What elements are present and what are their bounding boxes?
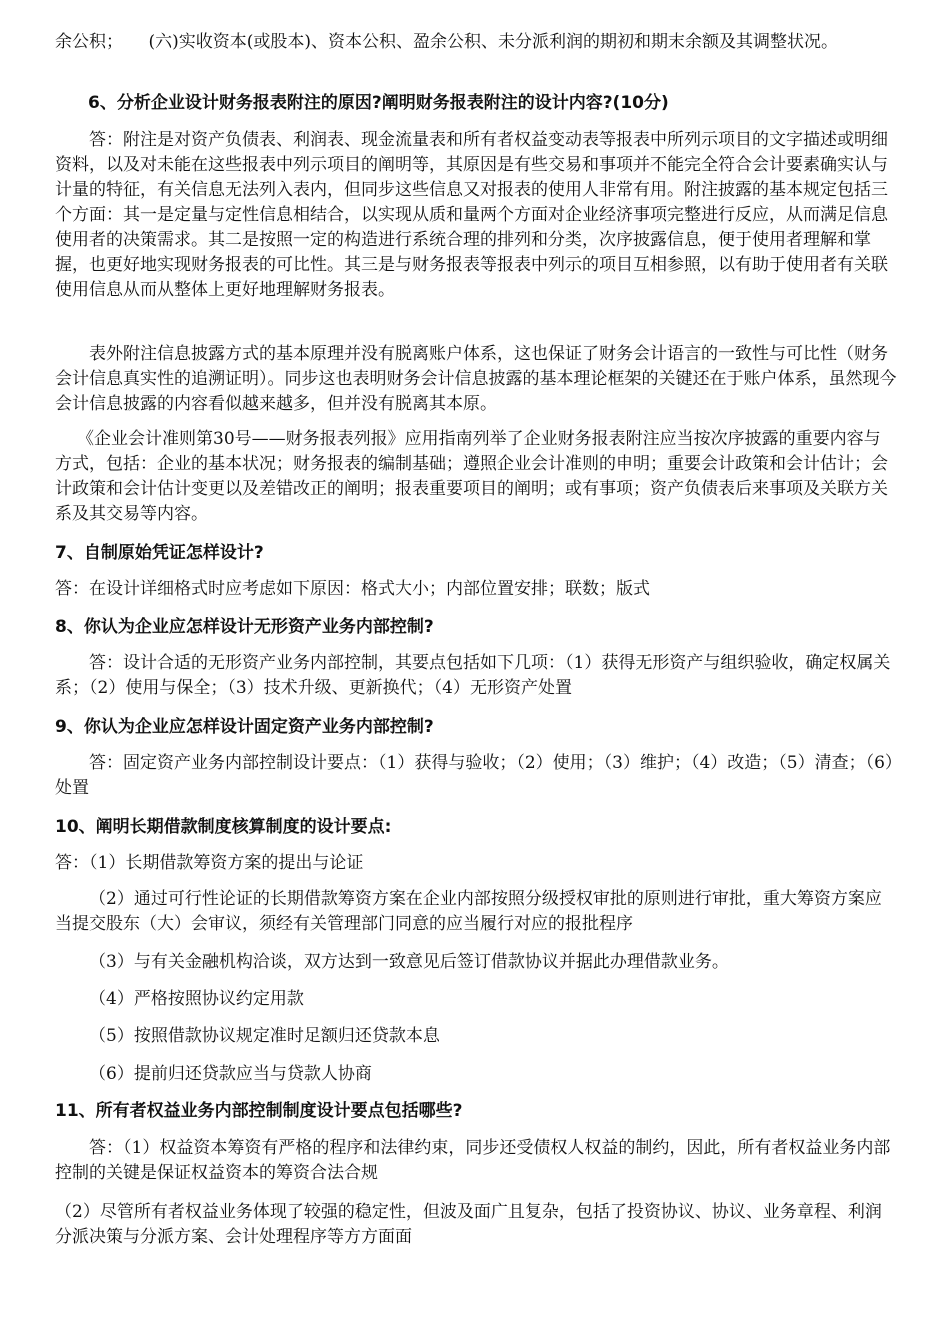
q6-answer-p3: 《企业会计准则第30号——财务报表列报》应用指南列举了企业财务报表附注应当按次序披露的重要内容与方式，包括：企业的基本状况；财务报表的编制基础；遵照企业会计准则的申明；重要会计政策和会计估计；会计政策和会计估计变更以及差错改正的阐明；报表重要项目的阐明；或有事项；资产负债表后来事项及关联方关系及其交易等内容。 xyxy=(55,429,888,524)
q8-title: 8、你认为企业应怎样设计无形资产业务内部控制? xyxy=(55,617,434,637)
q11-title: 11、所有者权益业务内部控制制度设计要点包括哪些? xyxy=(55,1101,463,1121)
q8-answer: 答：设计合适的无形资产业务内部控制，其要点包括如下几项：（1）获得无形资产与组织验收，确定权属关系；（2）使用与保全；（3）技术升级、更新换代；（4）无形资产处置 xyxy=(55,653,891,698)
q6-title: 6、分析企业设计财务报表附注的原因?阐明财务报表附注的设计内容?(10分) xyxy=(88,93,669,113)
q6-answer-p1: 答：附注是对资产负债表、利润表、现金流量表和所有者权益变动表等报表中所列示项目的文字描述或明细资料，以及对未能在这些报表中列示项目的阐明等，其原因是有些交易和事项并不能完全符合会计要素确实认与计量的特征，有关信息无法列入表内，但同步这些信息又对报表的使用人非常有用。附注披露的基本规定包括三个方面：其一是定量与定性信息相结合，以实现从质和量两个方面对企业经济事项完整进行反应，从而满足信息使用者的决策需求。其二是按照一定的构造进行系统合理的排列和分类，次序披露信息，便于使用者理解和掌握，也更好地实现财务报表的可比性。其三是与财务报表等报表中列示的项目互相参照，以有助于使用者有关联使用信息从而从整体上更好地理解财务报表。 xyxy=(55,130,888,300)
q11-answer-2: （2）尽管所有者权益业务体现了较强的稳定性，但波及面广且复杂，包括了投资协议、协议、业务章程、利润分派决策与分派方案、会计处理程序等方方面面 xyxy=(55,1202,882,1247)
q10-answer-4: （4）严格按照协议约定用款 xyxy=(89,989,304,1009)
q10-title: 10、阐明长期借款制度核算制度的设计要点: xyxy=(55,817,392,837)
top-continuation-text: 余公积； (六)实收资本(或股本)、资本公积、盈余公积、未分派利润的期初和期末余额及其调整状况。 xyxy=(55,32,839,52)
q7-answer: 答：在设计详细格式时应考虑如下原因：格式大小；内部位置安排；联数；版式 xyxy=(55,579,650,599)
q10-answer-3: （3）与有关金融机构洽谈，双方达到一致意见后签订借款协议并据此办理借款业务。 xyxy=(89,952,729,972)
q10-answer-2: （2）通过可行性论证的长期借款筹资方案在企业内部按照分级授权审批的原则进行审批，重大筹资方案应当提交股东（大）会审议，须经有关管理部门同意的应当履行对应的报批程序 xyxy=(55,889,882,934)
q6-answer-p2: 表外附注信息披露方式的基本原理并没有脱离账户体系，这也保证了财务会计语言的一致性与可比性（财务会计信息真实性的追溯证明）。同步这也表明财务会计信息披露的基本理论框架的关键还在于账户体系，虽然现今会计信息披露的内容看似越来越多，但并没有脱离其本原。 xyxy=(55,344,897,414)
q10-answer-1: 答：（1）长期借款筹资方案的提出与论证 xyxy=(55,853,364,873)
q11-answer-1: 答：（1）权益资本筹资有严格的程序和法律约束，同步还受债权人权益的制约，因此，所有者权益业务内部控制的关键是保证权益资本的筹资合法合规 xyxy=(55,1138,891,1183)
q10-answer-5: （5）按照借款协议规定准时足额归还贷款本息 xyxy=(89,1026,440,1046)
q7-title: 7、自制原始凭证怎样设计? xyxy=(55,543,264,563)
q10-answer-6: （6）提前归还贷款应当与贷款人协商 xyxy=(89,1064,372,1084)
q9-title: 9、你认为企业应怎样设计固定资产业务内部控制? xyxy=(55,717,434,737)
q9-answer: 答：固定资产业务内部控制设计要点：（1）获得与验收；（2）使用；（3）维护；（4）改造；（5）清查；（6）处置 xyxy=(55,753,894,798)
